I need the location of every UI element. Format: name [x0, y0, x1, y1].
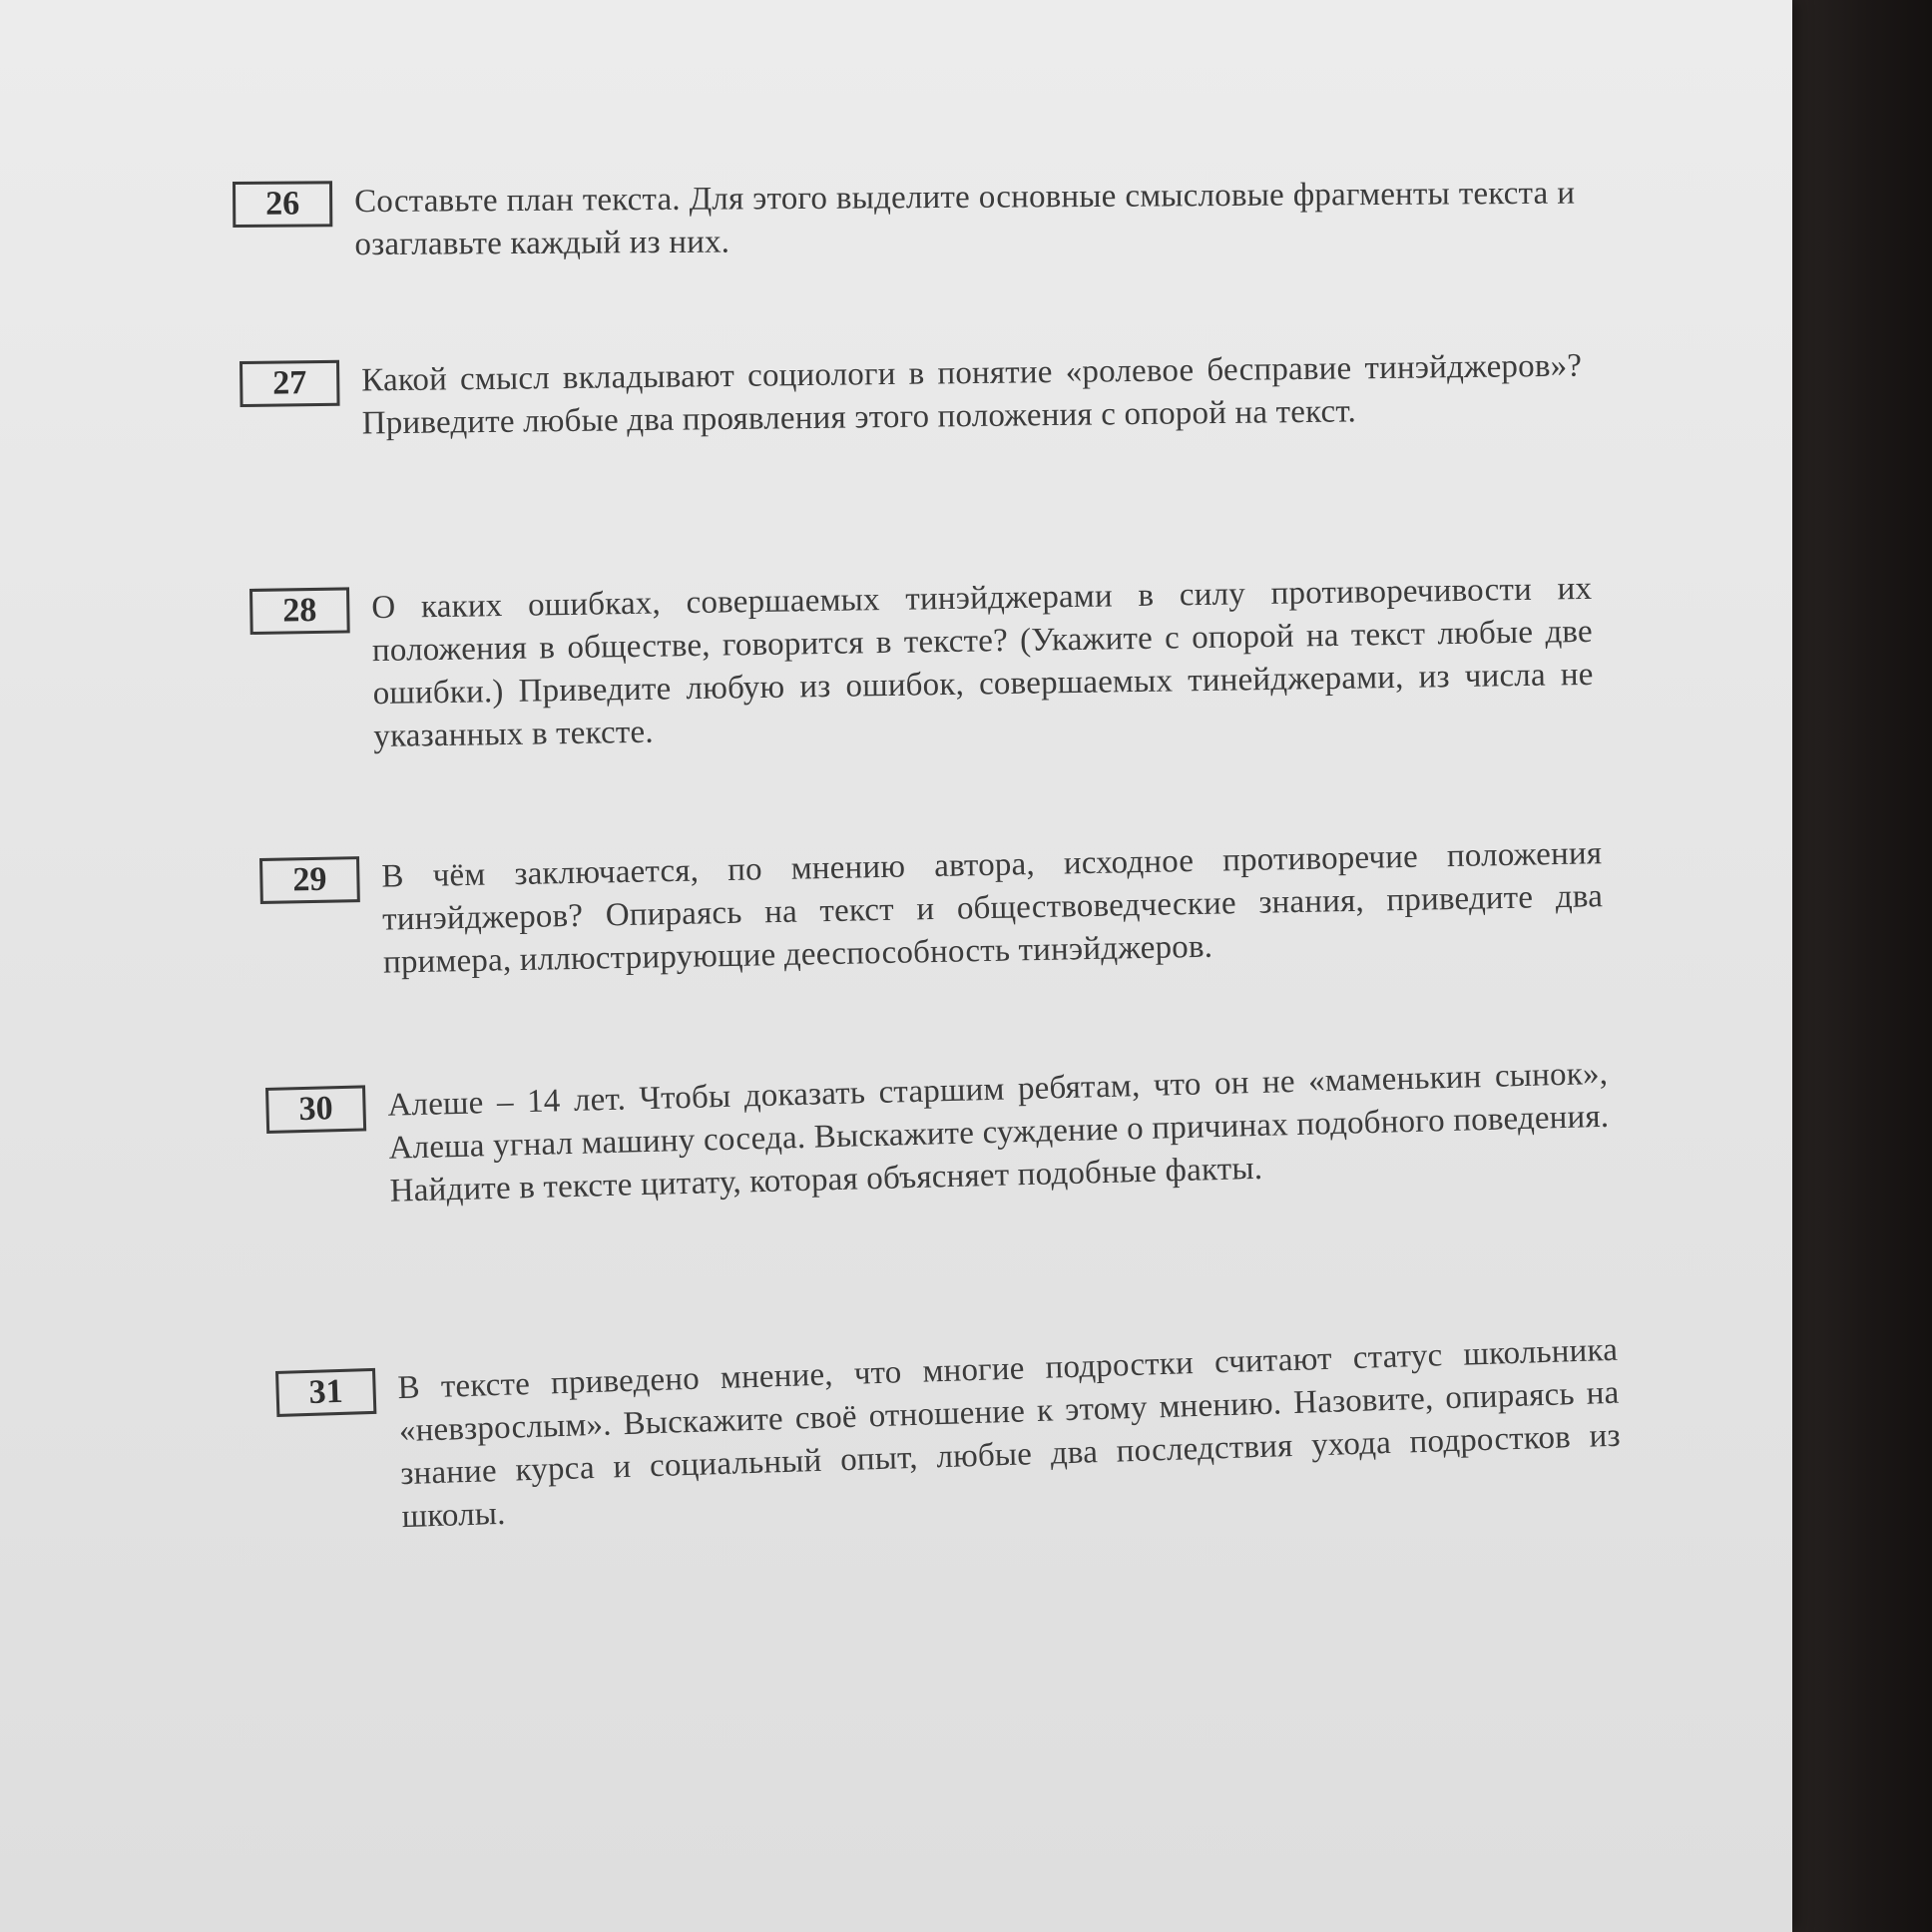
- task-text: В чём заключается, по мнению автора, исходное противоречие положения тинэйджеров? Опираясь на текст и обществоведческие знания, приведите два примера, иллюстрирующие дееспособность тинэйджеров.: [381, 835, 1604, 981]
- task-text: Составьте план текста. Для этого выделите основные смысловые фрагменты текста и озаглавьте каждый из них.: [354, 175, 1576, 263]
- table-edge: [1772, 0, 1932, 1932]
- task-text: О каких ошибках, совершаемых тинэйджерами в силу противоречивости их положения в обществе, говорится в тексте? (Укажите с опорой на текст любые две ошибки.) Приведите любую из ошибок, совершаемых тинейджерами, из числа не указанных в тексте.: [371, 570, 1594, 755]
- task-text: Алеше – 14 лет. Чтобы доказать старшим ребятам, что он не «маменькин сынок», Алеша угнал машину соседа. Выскажите суждение о причинах подобного поведения. Найдите в тексте цитату, которая объясняет подобные факты.: [387, 1055, 1610, 1209]
- task-number-box: 28: [249, 587, 350, 635]
- task-30: [265, 1053, 1611, 1216]
- task-number-box: 27: [240, 360, 340, 407]
- task-text: В тексте приведено мнение, что многие подростки считают статус школьника «невзрослым». Выскажите своё отношение к этому мнению. Назовите, опираясь на знание курса и социальный опыт, любые два последствия ухода подростков из школы.: [397, 1331, 1622, 1536]
- task-number-box: 31: [275, 1368, 376, 1417]
- task-27: [240, 345, 1583, 447]
- task-number-box: 26: [233, 181, 332, 228]
- task-28: [249, 568, 1595, 760]
- task-29: [259, 832, 1604, 987]
- task-number-box: 30: [265, 1085, 366, 1134]
- task-text: Какой смысл вкладывают социологи в понятие «ролевое бесправие тинэйджеров»? Приведите любые два проявления этого положения с опорой на текст.: [361, 347, 1583, 442]
- task-number-box: 29: [259, 856, 360, 904]
- task-31: [275, 1329, 1623, 1543]
- task-26: [233, 173, 1576, 267]
